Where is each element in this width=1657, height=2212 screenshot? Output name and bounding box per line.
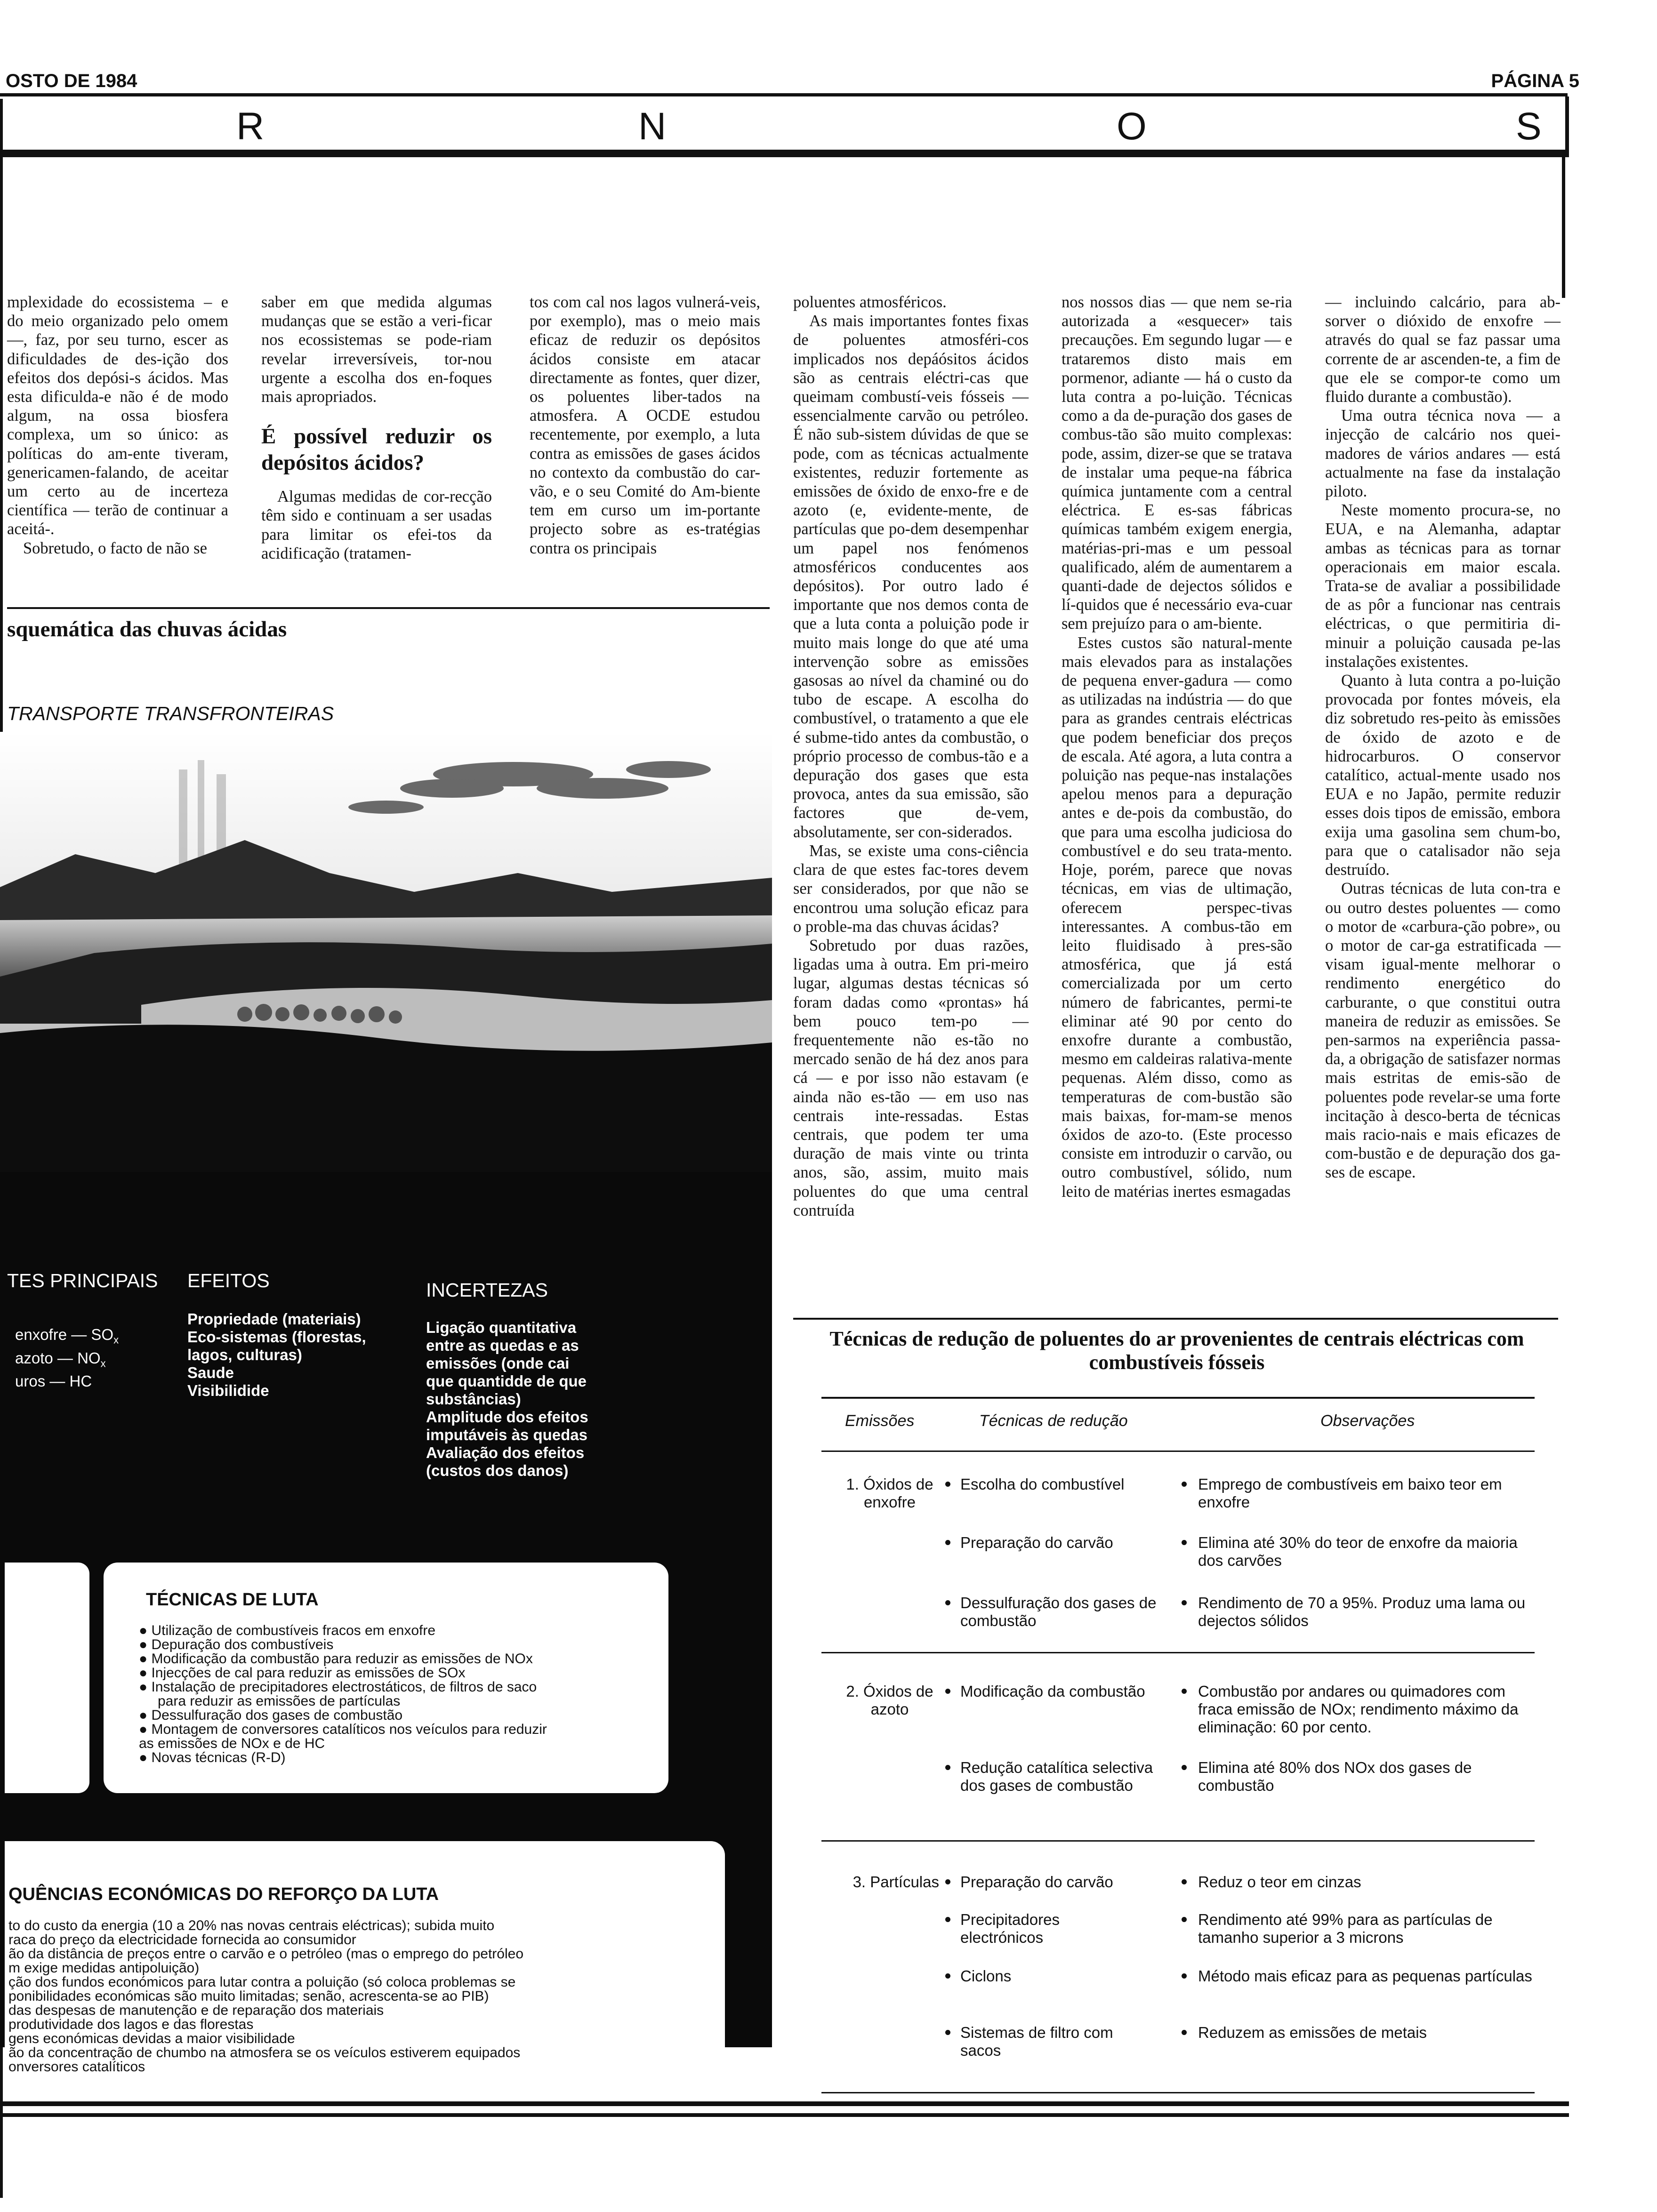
subheading: É possível reduzir os depósitos ácidos? — [261, 424, 492, 475]
table-cell-technique: Modificação da combustão — [960, 1683, 1145, 1700]
bullet — [1182, 1917, 1187, 1922]
uncertainty-item: Amplitude dos efeitos — [426, 1408, 588, 1426]
effects-heading: EFEITOS — [187, 1270, 270, 1291]
list-item: ● Novas técnicas (R-D) — [139, 1750, 286, 1765]
list-item: ● Instalação de precipitadores electrostáticos, de filtros de saco — [139, 1679, 537, 1695]
paragraph: — incluindo calcário, para ab-sorver o dióxido de enxofre — através do qual se faz passar uma corrente de ar ascenden-te, a fim de que ele se compor-te como um fluido durante a combustão). — [1325, 293, 1560, 406]
table-cell-note: Rendimento até 99% para as partículas de tamanho superior a 3 microns — [1198, 1911, 1493, 1946]
table-rule — [821, 1397, 1535, 1399]
effect-item: lagos, culturas) — [187, 1346, 302, 1363]
tecnicas-list — [139, 1624, 657, 1765]
effect-item: Propriedade (materiais) — [187, 1310, 361, 1328]
table-cell-note: Reduzem as emissões de metais — [1198, 2024, 1427, 2041]
list-item: ão da distância de preços entre o carvão e o petróleo (mas o emprego do petróleo — [8, 1946, 524, 1962]
tecnicas-panel — [104, 1563, 668, 1793]
bullet — [1182, 1879, 1187, 1884]
paragraph: Sobretudo, o facto de não se — [23, 539, 207, 557]
list-item: ● Injecções de cal para reduzir as emissões de SOx — [139, 1665, 466, 1681]
paragraph: Neste momento procura-se, no EUA, e na Alemanha, adaptar ambas as técnicas para as tornar operacionais em maior escala. Trata-se de avaliar a possibilidade de as pôr a funcionar nas centrais eléctricas, o que permitiria di-minuir a poluição causada pe-las instalações existentes. — [1325, 501, 1560, 671]
bullet — [1182, 1765, 1187, 1770]
paragraph: Outras técnicas de luta con-tra e ou outro destes poluentes — como o motor de «carbura-ção pobre», ou o motor de car-ga estratificada — visam igual-mente melhorar o rendimento energético do carburante, o que constitui outra maneira de reduzir as emissões. Se pen-sarmos na experiência passa-da, a obrigação de satisfazer normas mais estritas de emis-são de poluentes pode revelar-se uma forte incitação à desco-berta de técnicas mais racio-nais e mais eficazes de com-bustão e de depuração dos ga-ses de escape. — [1325, 880, 1561, 1182]
list-item: produtividade dos lagos e das florestas — [8, 2017, 254, 2032]
subscript: x — [100, 1357, 106, 1370]
header-rule — [0, 93, 1568, 96]
article-column-3 — [530, 293, 760, 558]
masthead-letter: N — [638, 105, 667, 148]
frame-bottom — [0, 2101, 1569, 2106]
uncertainty-item: Avaliação dos efeitos — [426, 1444, 585, 1461]
sources-heading: TES PRINCIPAIS — [7, 1270, 158, 1291]
tecnicas-title: TÉCNICAS DE LUTA — [146, 1590, 319, 1610]
paragraph: Estes custos são natural-mente mais elevados para as instalações de pequena enver-gadura — como as utilizadas na indústria — do que para as grandes centrais eléctricas que podem beneficiar dos preços de escala. Até agora, a luta contra a poluição nas peque-nas instalações apelou menos para a depuração antes e de-pois da combustão, do que para uma escolha judiciosa do combustível e do seu trata-mento. Hoje, porém, parece que novas técnicas, em vias de ultimação, oferecem perspec-tivas interessantes. A combus-tão em leito fluidisado à pres-são atmosférica, que já está comercializada por um certo número de fabricantes, permi-te eliminar até 90 por cento do enxofre durante a combustão, mesmo em caldeiras ralativa-mente pequenas. Além disso, como as temperaturas de com-bustão são mais baixas, for-mam-se menos óxidos de azo-to. (Este processo consiste em introduzir o carvão, ou outro combustível, sólido, num leito de matérias inertes esmagadas — [1062, 633, 1292, 1201]
figure-title: squemática das chuvas ácidas — [7, 617, 287, 641]
paragraph: Algumas medidas de cor-recção têm sido e continuam a ser usadas para limitar os efei-tos da acidificação (tratamen- — [261, 488, 492, 562]
bullet — [945, 1600, 950, 1605]
uncertainty-item: entre as quedas e as — [426, 1337, 579, 1354]
table-cell-note: Elimina até 30% do teor de enxofre da maioria dos carvões — [1198, 1534, 1518, 1569]
masthead-bar — [0, 150, 1569, 157]
uncertainty-item: emissões (onde cai — [426, 1354, 570, 1372]
list-item: ponibilidades económicas são muito limitadas; senão, acrescenta-se ao PIB) — [8, 1988, 489, 2004]
paragraph: saber em que medida algumas mudanças que se estão a veri-ficar nos ecossistemas se pode-riam revelar irreversíveis, tor-nou urgente a escolha dos en-foques mais apropriados. — [261, 293, 492, 406]
table-rule — [821, 1840, 1535, 1842]
consequencias-title: QUÊNCIAS ECONÓMICAS DO REFORÇO DA LUTA — [8, 1884, 439, 1904]
effects-list — [187, 1310, 366, 1400]
uncertainty-item: substâncias) — [426, 1390, 521, 1408]
table-rule — [821, 2092, 1535, 2093]
source-item: uros — HC — [15, 1372, 92, 1390]
uncertainty-item: imputáveis às quedas — [426, 1426, 587, 1443]
masthead — [0, 96, 1569, 152]
table-top-rule — [793, 1318, 1558, 1320]
bullet — [945, 1765, 950, 1770]
table-cell-emission: 2. Óxidos de azoto — [846, 1683, 933, 1718]
table-cell-technique: Preparação do carvão — [960, 1534, 1113, 1551]
table-title: Técnicas de redução de poluentes do ar provenientes de centrais eléctricas com combustíveis fósseis — [829, 1327, 1524, 1374]
list-item: ● Dessulfuração dos gases de combustão — [139, 1707, 403, 1723]
uncertainty-item: Ligação quantitativa — [426, 1319, 577, 1336]
table-cell-emission: 3. Partículas — [853, 1873, 939, 1891]
masthead-letter: O — [1117, 105, 1147, 148]
table-header-techniques: Técnicas de redução — [979, 1412, 1128, 1430]
article-column-6 — [1325, 293, 1560, 1182]
paragraph: Quanto à luta contra a po-luição provocada por fontes móveis, ela diz sobretudo res-peito às emissões de óxido de azoto e de hidrocarburos. O conservor catalítico, actual-mente usado nos EUA e no Japão, permite reduzir esses dois tipos de emissão, embora exija uma gasolina sem chum-bo, para que o catalisador não seja destruído. — [1325, 672, 1560, 879]
table-cell-note: Elimina até 80% dos NOx dos gases de combustão — [1198, 1759, 1472, 1794]
effect-item: Saude — [187, 1364, 234, 1381]
side-panel — [5, 1563, 89, 1793]
table-cell-technique: Dessulfuração dos gases de combustão — [960, 1594, 1157, 1629]
bullet — [1182, 1540, 1187, 1545]
paragraph: Sobretudo por duas razões, ligadas uma à outra. Em pri-meiro lugar, algumas destas técnicas só foram dadas como «prontas» há bem pouco tem-po — frequentemente não es-tão no mercado senão de há dez anos para cá — e por isso não estavam (e ainda não es-tão — em uso nas centrais inte-ressadas. Estas centrais, que podem ter uma duração de mais vinte ou trinta anos, são, assim, muito mais poluentes do que uma central contruída — [793, 936, 1029, 1219]
uncertainties-list — [426, 1319, 588, 1480]
subscript: x — [113, 1334, 119, 1346]
paragraph: As mais importantes fontes fixas de poluentes atmosféri-cos implicados nos depáósitos ácidos são as centrais eléctri-cas que queimam combustí-veis fósseis — essencialmente carvão ou petróleo. É não sub-sistem dúvidas de que se pode, com as técnicas actualmente existentes, reduzir fortemente as emissões de óxido de enxo-fre e de azoto (e, evidente-mente, de partículas que po-dem desempenhar um papel nos fenómenos atmosféricos conducentes aos depósitos). Por outro lado é importante que nos demos conta de que a luta conta a poluição pode ir muito mais longe do que até uma intervenção sobre as emissões gasosas ao nível da chaminé ou do tubo de escape. A escolha do combustível, o tratamento a que ele é subme-tido antes da combustão, o próprio processo de combus-tão e a depuração dos gases que esta provoca, antes da sua emissão, são factores que de-vem, absolutamente, ser con-siderados. — [793, 312, 1029, 841]
table-rule — [821, 1652, 1535, 1653]
bullet — [1182, 1600, 1187, 1605]
list-item: onversores catalíticos — [8, 2059, 145, 2075]
table-cell-note: Método mais eficaz para as pequenas partículas — [1198, 1967, 1532, 1985]
bullet — [1182, 2030, 1187, 2035]
list-item: gens económicas devidas a maior visibilidade — [8, 2031, 295, 2046]
effect-item: Visibilidide — [187, 1382, 269, 1399]
list-item: ● Modificação da combustão para reduzir as emissões de NOx — [139, 1651, 533, 1667]
bullet — [945, 2030, 950, 2035]
bullet — [945, 1879, 950, 1884]
list-item: ● Utilização de combustíveis fracos em enxofre — [139, 1623, 436, 1638]
bullet — [1182, 1689, 1187, 1694]
bullet — [945, 1917, 950, 1922]
table-cell-technique: Precipitadores electrónicos — [960, 1911, 1060, 1946]
paragraph: nos nossos dias — que nem se-ria autorizada a «esquecer» tais precauções. Em segundo lugar — e trataremos disto mais em pormenor, adiante — há o custo da luta contra a po-luição. Técnicas como a da de-puração dos gases de combus-tão são muito complexas: pode, assim, dizer-se que se tratava de instalar uma peque-na fábrica química juntamente com a central eléctrica. E es-sas fábricas químicas também exigem energia, matérias-pri-mas e um pessoal qualificado, além de aumentarem a quanti-dade de dejectos sólidos e lí-quidos que é necessário eva-cuar sem prejuízo para o am-biente. — [1062, 293, 1292, 633]
bullet — [945, 1482, 950, 1487]
figure-top-rule — [7, 607, 770, 609]
consequencias-list — [8, 1919, 715, 2074]
figure-subtitle: TRANSPORTE TRANSFRONTEIRAS — [7, 703, 334, 724]
table-cell-technique: Sistemas de filtro com sacos — [960, 2024, 1113, 2059]
table-cell-technique: Redução catalítica selectiva dos gases de combustão — [960, 1759, 1153, 1794]
table-cell-technique: Escolha do combustível — [960, 1475, 1125, 1493]
paragraph: tos com cal nos lagos vulnerá-veis, por exemplo), mas o meio mais eficaz de reduzir os depósitos ácidos consiste em atacar directamente as fontes, quer dizer, os poluentes liber-tados na atmosfera. A OCDE estudou recentemente, por exemplo, a luta contra as emissões de gases ácidos no contexto da combustão do car-vão, e o seu Comité do Am-biente tem em curso um im-portante projecto sobre as es-tratégias contra os principais — [530, 293, 760, 557]
list-item: to do custo da energia (10 a 20% nas novas centrais eléctricas); subida muito — [8, 1918, 495, 1933]
bullet — [945, 1689, 950, 1694]
table-header-emissions: Emissões — [845, 1412, 915, 1430]
article-column-4 — [793, 293, 1029, 1220]
uncertainty-item: (custos dos danos) — [426, 1462, 569, 1479]
bullet — [945, 1540, 950, 1545]
article-column-1 — [7, 293, 228, 558]
list-item: das despesas de manutenção e de reparação dos materiais — [8, 2003, 384, 2018]
list-item: ão da concentração de chumbo na atmosfera se os veículos estiverem equipados — [8, 2045, 521, 2060]
source-item: azoto — NO — [15, 1349, 101, 1367]
table-cell-emission: 1. Óxidos de enxofre — [846, 1475, 933, 1511]
table-rule — [821, 1451, 1535, 1452]
article-column-2 — [261, 293, 492, 563]
landscape-photo — [0, 732, 772, 1174]
frame-bottom — [0, 2113, 1569, 2117]
table-cell-note: Rendimento de 70 a 95%. Produz uma lama ou dejectos sólidos — [1198, 1594, 1526, 1629]
list-item: as emissões de NOx e de HC — [139, 1736, 325, 1751]
paragraph: poluentes atmosféricos. — [793, 293, 947, 311]
list-item: ● Montagem de conversores catalíticos nos veículos para reduzir — [139, 1722, 547, 1737]
list-item: para reduzir as emissões de partículas — [158, 1693, 401, 1709]
page-number: PÁGINA 5 — [1491, 71, 1579, 91]
article-column-5 — [1062, 293, 1292, 1201]
paragraph: Uma outra técnica nova — a injecção de calcário nos quei-madores de vários andares — está actualmente na fase da instalação piloto. — [1325, 407, 1560, 501]
table-cell-note: Combustão por andares ou quimadores com fraca emissão de NOx; rendimento máximo da eliminação: 60 por cento. — [1198, 1683, 1519, 1736]
table-cell-technique: Ciclons — [960, 1967, 1012, 1985]
list-item: raca do preço da electricidade fornecida ao consumidor — [8, 1932, 356, 1948]
masthead-letter: S — [1516, 105, 1542, 148]
source-item: enxofre — SO — [15, 1326, 114, 1343]
table-cell-note: Reduz o teor em cinzas — [1198, 1873, 1361, 1891]
frame-right — [1562, 152, 1565, 298]
masthead-letter: R — [236, 105, 265, 148]
paragraph: mplexidade do ecossistema – e do meio organizado pelo omem —, faz, por seu turno, escer as dificuldades de des-ição dos efeitos dos depósi-s ácidos. Mas esta dificulda-e não é de modo algum, na ossa biosfera complexa, um so único: as políticas do am-ente tiveram, genericamen-falando, de aceitar um certo au de incerteza científica — terão de continuar a aceitá-. — [7, 293, 228, 538]
bullet — [945, 1973, 950, 1979]
paragraph: Mas, se existe uma cons-ciência clara de que estes fac-tores devem ser considerados, por que não se encontrou uma solução eficaz para o proble-ma das chuvas ácidas? — [793, 842, 1029, 936]
table-header-notes: Observações — [1320, 1412, 1415, 1430]
uncertainties-heading: INCERTEZAS — [426, 1279, 548, 1301]
sources-list — [15, 1326, 119, 1390]
issue-date: OSTO DE 1984 — [6, 71, 137, 91]
list-item: ção dos fundos económicos para lutar contra a poluição (só coloca problemas se — [8, 1974, 516, 1990]
list-item: m exige medidas antipoluição) — [8, 1960, 200, 1976]
consequencias-panel — [5, 1841, 725, 2091]
effect-item: Eco-sistemas (florestas, — [187, 1328, 366, 1346]
table-cell-note: Emprego de combustíveis em baixo teor em enxofre — [1198, 1475, 1502, 1511]
bullet — [1182, 1973, 1187, 1979]
uncertainty-item: que quantidde de que — [426, 1372, 587, 1390]
list-item: ● Depuração dos combustíveis — [139, 1637, 334, 1652]
bullet — [1182, 1482, 1187, 1487]
table-cell-technique: Preparação do carvão — [960, 1873, 1113, 1891]
